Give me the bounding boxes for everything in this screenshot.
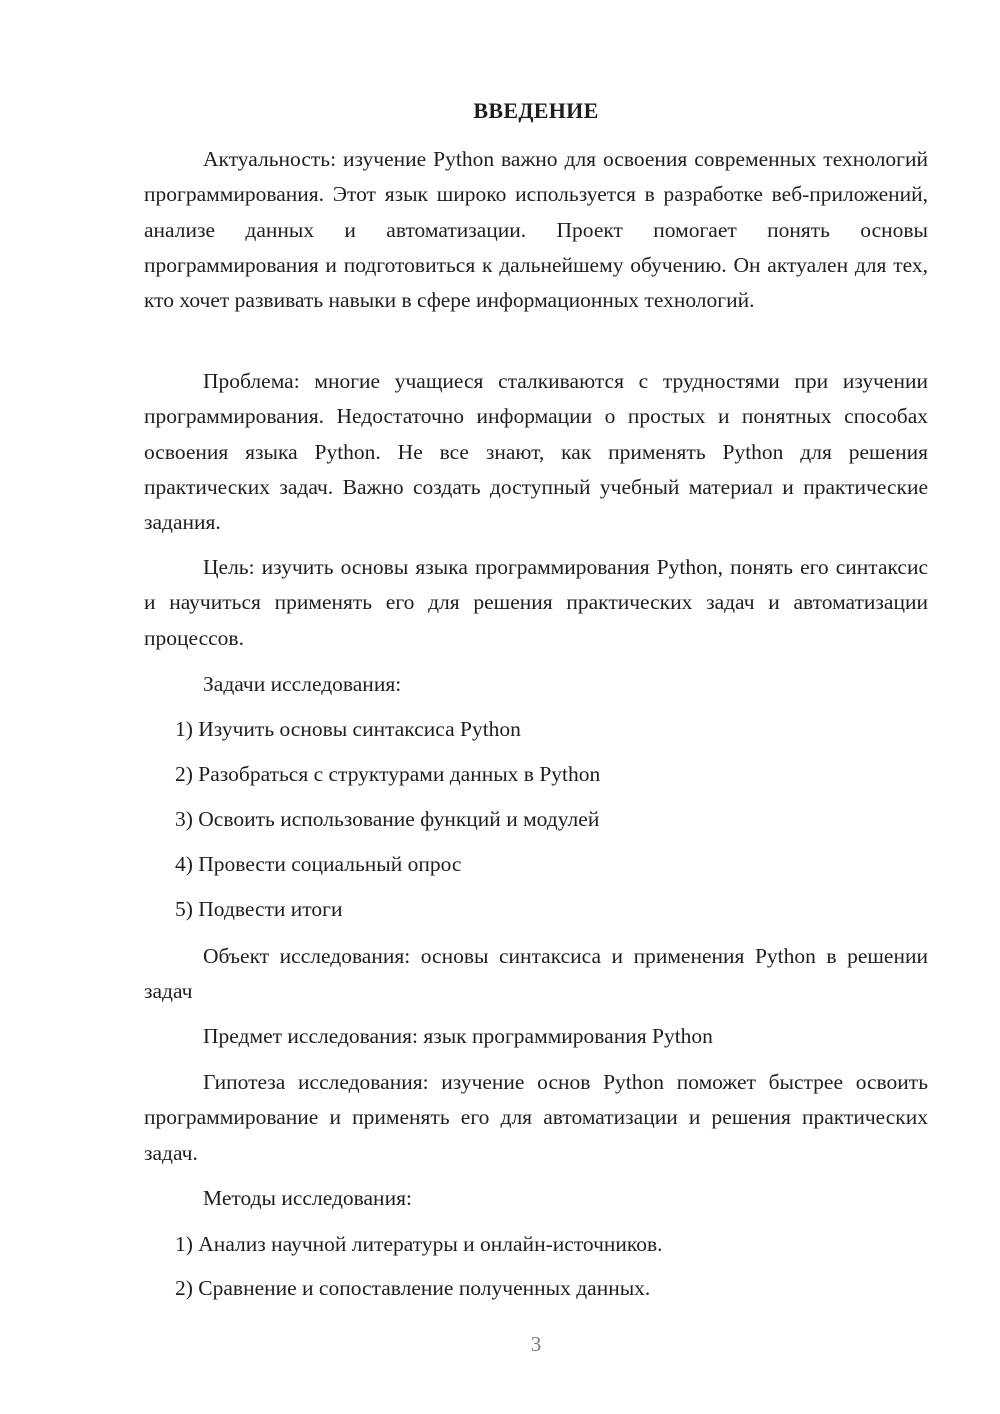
list-item: 1) Изучить основы синтаксиса Python [175,717,521,741]
list-item: 1) Анализ научной литературы и онлайн-источников. [175,1232,663,1256]
relevance-paragraph: Актуальность: изучение Python важно для освоения современных технологий программирования. Этот язык широко используется в разработке веб-приложений, анализе данных и автоматизации. Проект помогает понять основы программирования и подготовиться к дальнейшему обучению. Он актуален для тех, кто хочет развивать навыки в сфере информационных технологий. [144,147,928,313]
tasks-title: Задачи исследования: [203,672,402,696]
list-item: 3) Освоить использование функций и модулей [175,807,600,831]
problem-paragraph: Проблема: многие учащиеся сталкиваются с трудностями при изучении программирования. Недостаточно информации о простых и понятных способах освоения языка Python. Не все знают, как применять Python для решения практических задач. Важно создать доступный учебный материал и практические задания. [144,369,928,535]
subject-line: Предмет исследования: язык программирования Python [203,1024,713,1048]
goal-paragraph: Цель: изучить основы языка программирования Python, понять его синтаксис и научиться применять его для решения практических задач и автоматизации процессов. [144,555,928,650]
methods-title: Методы исследования: [203,1186,412,1210]
hypothesis-paragraph: Гипотеза исследования: изучение основ Python поможет быстрее освоить программирование и применять его для автоматизации и решения практических задач. [144,1070,928,1165]
object-paragraph: Объект исследования: основы синтаксиса и применения Python в решении задач [144,944,928,1004]
document-page [144,0,928,1414]
list-item: 2) Разобраться с структурами данных в Python [175,762,601,786]
page-title: ВВЕДЕНИЕ [473,98,599,123]
list-item: 2) Сравнение и сопоставление полученных данных. [175,1276,651,1300]
page-number: 3 [530,1332,542,1356]
list-item: 4) Провести социальный опрос [175,852,462,876]
list-item: 5) Подвести итоги [175,897,343,921]
